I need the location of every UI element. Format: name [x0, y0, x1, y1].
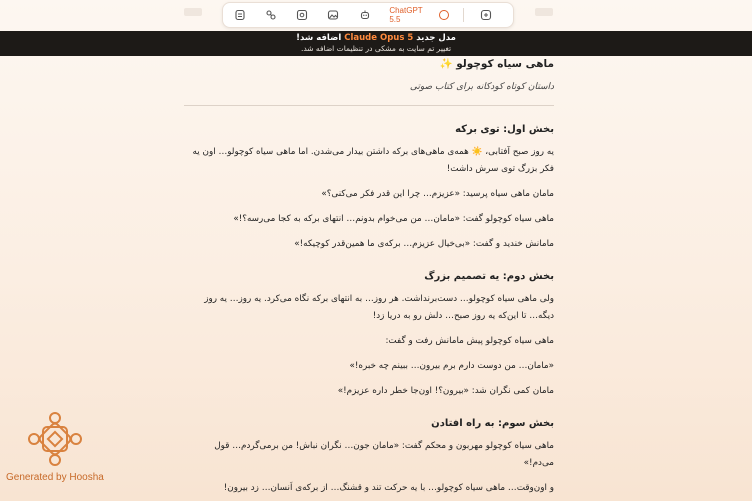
- paragraph: ولی ماهی سیاه کوچولو… دست‌برنداشت. هر روز… به انتهای برکه نگاه می‌کرد. یه روز… یه روز دیگه… تا این‌که یه روز صبح… دلش رو به دریا زد!: [204, 294, 554, 321]
- section-heading-2: بخش دوم: یه تصمیم بزرگ: [424, 271, 554, 282]
- section-heading-3: بخش سوم: به راه افتادن: [431, 418, 554, 429]
- banner-prefix: مدل جدید: [416, 33, 456, 43]
- openai-logo-icon: [439, 10, 449, 20]
- toolbar-divider: [463, 8, 464, 22]
- banner-line-2: تغییر تم سایت به مشکی در تنظیمات اضافه شد.: [300, 44, 452, 53]
- robot-icon[interactable]: [354, 5, 375, 25]
- story-title-text: ماهی سیاه کوچولو: [456, 58, 554, 70]
- section-heading-1: بخش اول: توی برکه: [455, 124, 554, 135]
- divider: [184, 105, 554, 106]
- toolbar-right-stub: [535, 8, 553, 16]
- banner-line-1: [0, 33, 752, 44]
- plus-icon[interactable]: [476, 5, 497, 25]
- hoosha-watermark: [6, 412, 106, 483]
- paragraph: ماهی سیاه کوچولو پیش مامانش رفت و گفت:: [385, 336, 554, 346]
- model-selector[interactable]: [389, 6, 448, 24]
- story-content: [184, 56, 554, 497]
- paragraph: «مامان… من دوست دارم برم بیرون… ببینم چه خبره!»: [349, 361, 554, 371]
- tools-icon[interactable]: [260, 5, 281, 25]
- settings-icon[interactable]: [292, 5, 313, 25]
- paragraph: مامان ماهی سیاه پرسید: «عزیزم… چرا این قدر فکر می‌کنی؟»: [321, 189, 554, 199]
- story-title: [184, 57, 554, 71]
- paragraph: مامان کمی نگران شد: «بیرون؟! اون‌جا خطر داره عزیزم!»: [337, 386, 554, 396]
- sparkle-icon: ✨: [439, 58, 453, 70]
- banner-suffix: اضافه شد!: [296, 33, 342, 43]
- paragraph: ماهی سیاه کوچولو مهربون و محکم گفت: «مامان جون… نگران نباش! من برمی‌گردم… قول می‌دم!»: [214, 441, 554, 468]
- toolbar-left-stub: [184, 8, 202, 16]
- model-label: ChatGPT 5.5: [389, 6, 423, 24]
- story-subtitle: داستان کوتاه کودکانه برای کتاب صوتی: [409, 82, 554, 92]
- watermark-text: Generated by Hoosha: [6, 472, 104, 483]
- paragraph: یه روز صبح آفتابی، ☀️ همه‌ی ماهی‌های برکه داشتن بیدار می‌شدن. اما ماهی سیاه کوچولو… اون یه فکر بزرگ توی سرش داشت!: [192, 147, 554, 174]
- hoosha-logo-icon: [28, 412, 82, 466]
- banner-model-name: Claude Opus 5: [344, 33, 414, 43]
- announcement-banner: [0, 31, 752, 56]
- paragraph: ماهی سیاه کوچولو گفت: «مامان… من می‌خوام بدونم… انتهای برکه به کجا می‌رسه؟!»: [233, 214, 554, 224]
- paragraph: مامانش خندید و گفت: «بی‌خیال عزیزم… برکه‌ی ما همین‌قدر کوچیکه!»: [294, 239, 554, 249]
- top-toolbar: [222, 2, 514, 28]
- image-icon[interactable]: [323, 5, 344, 25]
- paragraph: و اون‌وقت… ماهی سیاه کوچولو… با یه حرکت تند و قشنگ… از برکه‌ی اَنسان… زد بیرون!: [223, 483, 554, 493]
- document-icon[interactable]: [229, 5, 250, 25]
